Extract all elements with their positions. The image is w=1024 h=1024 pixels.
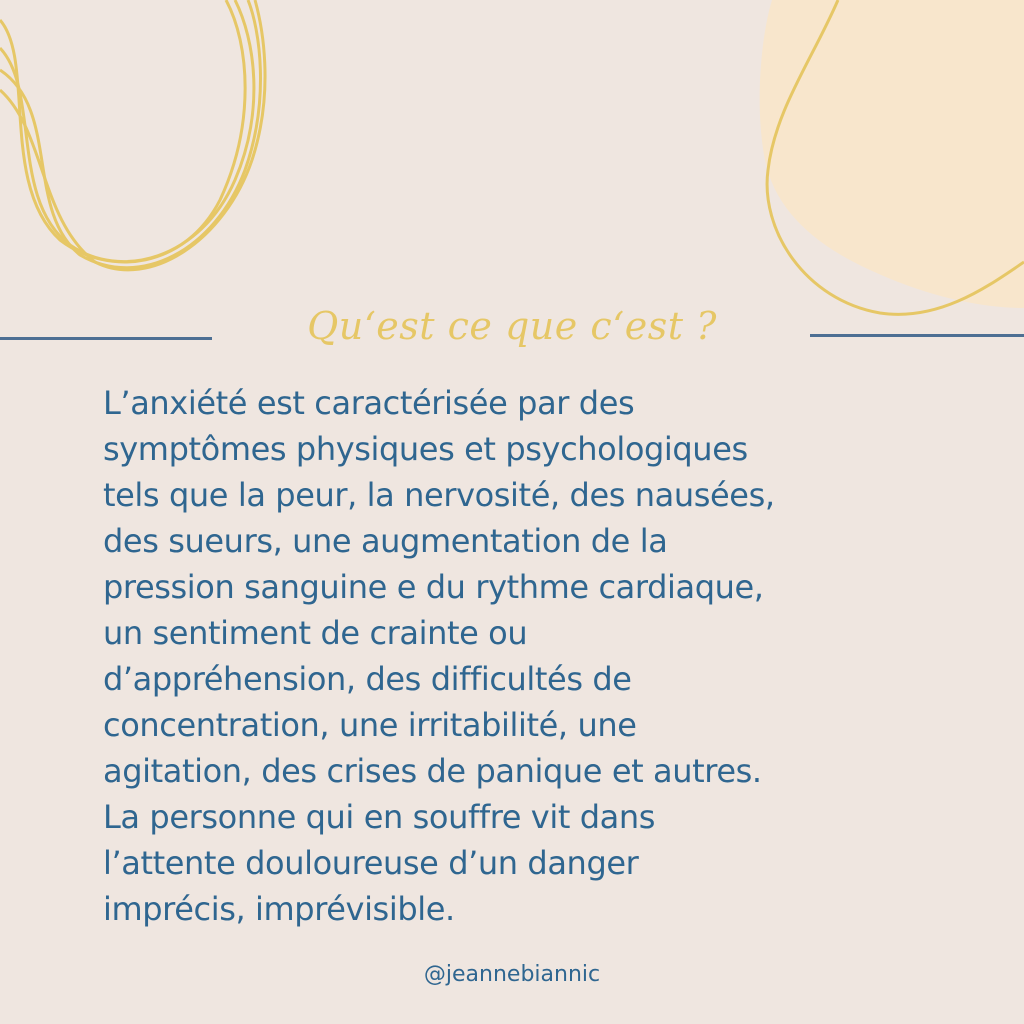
peach-blob	[760, 0, 1024, 308]
gold-scribble	[0, 0, 265, 270]
author-handle: @jeannebiannic	[423, 962, 601, 987]
heading: Qu‘est ce que c‘est ?	[307, 304, 717, 348]
body-paragraph: L’anxiété est caractérisée par des symptômes physiques et psychologiques tels que la peur, la nervosité, des nausées, des sueurs, une augmentation de la pression sanguine e du rythme cardiaque, un sentiment de crainte ou d’appréhension, des difficultés de concentration, une irritabilité, une agitation, des crises de panique et autres. La personne qui en souffre vit dans l’attente douloureuse d’un danger imprécis, imprévisible.	[103, 384, 775, 928]
